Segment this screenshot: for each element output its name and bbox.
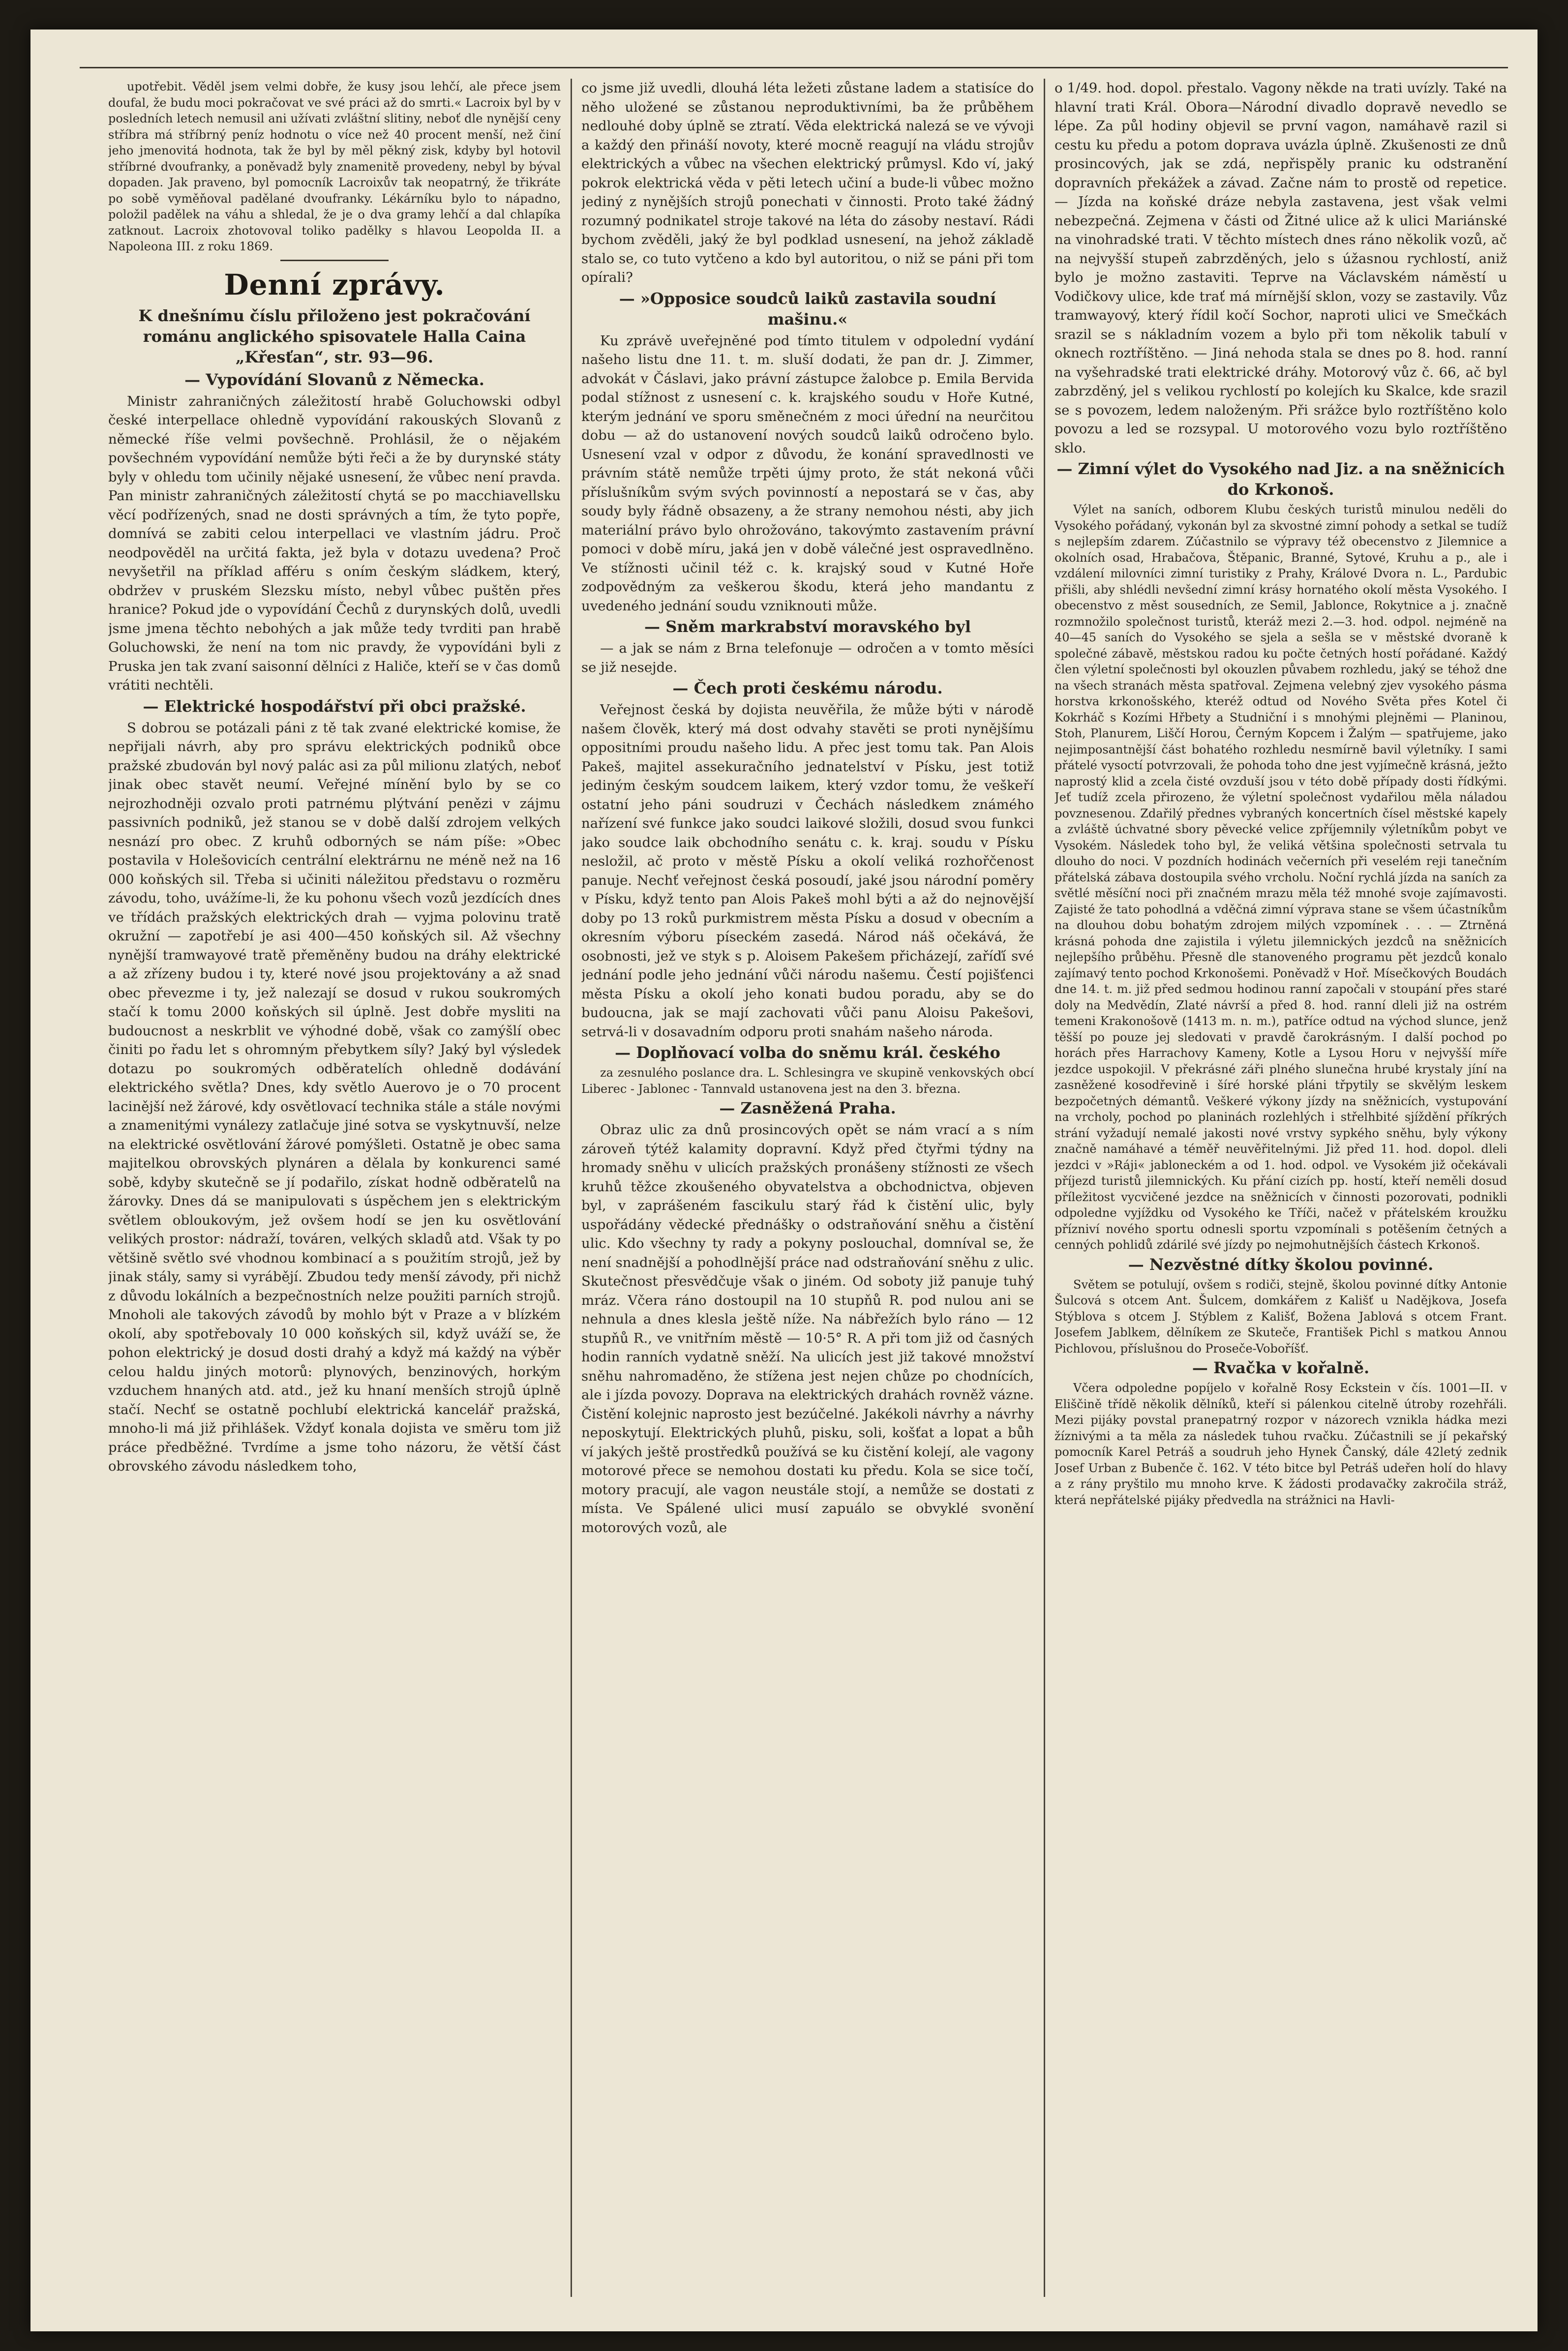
- article-snem: — a jak se nám z Brna telefonuje — odročen a v tomto měsíci se již nesejde.: [581, 640, 1034, 675]
- article-vylet: Výlet na saních, odborem Klubu českých turistů minulou neděli do Vysokého pořádaný, vykonán byl za skvostné zimní pohody a setkal se tudíž s nejlepším zdarem. Zúčastnilo se výpravy též obecenstvo z Jilemnice a okolních osad, Hrabačova, Štěpanic, Branné, Sytové, Kruhu a p., ale i vzdálení milovníci zimní turistiky z Prahy, Králové Dvora n. L., Pardubic přišli, aby shlédli nevšední zimní krásy hornatého okolí města Vysokého. I obecenstvo z měst sousedních, ze Semil, Jablonce, Rokytnice a j. značně rozmnožilo společnost turistů, kteráž mezi 2.—3. hod. odpol. nejméně na 40—45 saních do Vysokého se sjela a sešla se v městské dvoraně k společné zábavě, městskou radou ku počte četných hostí pořádané. Každý člen výletní společnosti byl okouzlen půvabem rozhledu, jaký se téhož dne na všech stranách města spatřoval. Zejmena velebný zjev vysokého pásma horstva krkonošského, kteréž odtud od Nového Světa přes Kotel či Kokrháč s Kozími Hřbety a Studniční i s mnohými plejněmi — Planinou, Stoh, Planurem, Liščí Horou, Černým Kopcem i Žalým — spatřujeme, jako nejimposantnější část bohatého rozhledu nesmírně bavil výletníky. I sami přátelé vysoctí potvrzovali, že pohoda toho dne jest vyjímečně krásná, ježto naprostý klid a zcela čisté ovzduší jsou v této době případy dosti řídkými. Jeť tudíž zcela přirozeno, že výletní společnost vydařilou měla náladou povznesenou. Zdařilý přednes vybraných koncertních čísel městské kapely a zvláště úchvatné sbory pěvecké velice zpříjemnily výletníkům pobyt ve Vysokém. Následek toho byl, že veliká většina společnosti setrvala tu dlouho do noci. V pozdních hodinách večerních při veselém reji tanečním přátelská zábava dostoupila svého vrcholu. Noční rychlá jízda na saních za světlé měsíční noci při značném mrazu měla též mnohé svoje zajímavosti. Zajisté že tato pohodlná a vděčná zimní výprava stane se všem účastníkům na dlouhou dobu bohatým zdrojem milých vzpomínek . . . — Ztrněná krásná pohoda dne zajistila i výletu jilemnických jezdců na sněžnicích nejlepšího průběhu. Přesně dle stanoveného programu pět jezdců konalo zajímavý tento pochod Krkonošemi. Poněvadž v Hoř. Mísečkových Boudách dne 14. t. m. již před sedmou hodinou ranní započali v stoupání přes staré doly na Medvědín, Zlaté návrší a před 8. hod. ranní dleli již na ostrém temeni Krakonošově (1413 m. n. m.), patříce odtud na východ slunce, jenž těšší po pouze jej sledovati v pravdě čarokrásným. I další pochod po horách přes Harrachovy Kameny, Kotle a Lysou Horu v nejvyšší míře jezdce uspokojil. V překrásné záři plného slunečna hrubé krystaly jíní na zasněžené kosodřevině i šíré horské pláni třpytily se skvělým leskem bezpočetných démantů. Veškeré výkony jízdy na sněžnicích, vystupování na vrcholy, pochod po planinách rozlehlých i střelhbité sjíždění příkrých strání vyžadují nemalé jakosti nové vrstvy sypkého sněhu, byly výkony značně namáhavé a téměř neuvěřitelnými. Již před 11. hod. dopol. dleli jezdci v »Ráji« jabloneckém a od 1. hod. odpol. ve Vysokém již očekávali příjezd turistů jilemnických. Ku přání cizích pp. hostí, kteří neměli dosud příležitost vycvičené jezdce na sněžnicích v činnosti pozorovati, podnikli odpoledne vyjíždku od Vysokého ke Tříči, načež v přátelském kroužku přízniví novéhо sportu odnesli sportu vzpomínali s potěšením četných a cenných pohlidů zdárilé své jízdy po nejmohutnějších částech Krkonoš.: [1055, 503, 1507, 1252]
- article-vypovidani: Ministr zahraničných záležitostí hrabě Goluchowski odbyl české interpellace ohledně vypovídání rakouských Slovanů z německé říše velmi povšechně. Prohlásil, že o nějakém povšechném vypovídání nemůže býti řeči a že by durynské státy byly v ohledu tom učinily nějaké usnesení, že vůbec není pravda. Pan ministr zahraničných záležitostí chytá se po macchiavellsku věcí podřízených, snad ne dosti správných a tím, že tyto popře, domnívá se zabiti celou interpellaci ve vlastním jádru. Proč neodpověděl na určitá fakta, jež byla v dotazu uvedena? Proč nevyšetřil na příklad afféru s oním českým sládkem, který, obdržev v pruském Slezsku místo, nebyl vůbec puštěn přes hranice? Pokud jde o vypovídání Čechů z durynských dolů, uvedli jsme jmena těchto nebohých a jak může tedy tvrditi pan hrabě Goluchowski, že není na tom nic pravdy, že vypovídáni byli z Pruska jen tak zvaní saisonní dělníci z Haliče, kteří se v čas domů vrátiti nechtěli.: [108, 393, 561, 693]
- headline-cech: — Čech proti českému národu.: [672, 679, 943, 697]
- top-rule: [80, 67, 1508, 68]
- headline-rvacka: — Rvačka v kořalně.: [1192, 1358, 1370, 1377]
- article-continuation: upotřebit. Věděl jsem velmi dobře, že kusy jsou lehčí, ale přece jsem doufal, že budu moci pokračovat ve své práci až do smrti.« Lacroix byl by v posledních letech nemusil ani užívati zvláštní slitiny, neboť dle nynější ceny stříbra má stříbrný peníz hodnotu o více než 40 procent menší, než činí jeho jmenovitá hodnota, tak že byl by měl pěkný zisk, kdyby byl hotovil stříbrné dvoufranky, a poněvadž byly znamenitě provedeny, nebyl by býval dopaden. Jak praveno, byl pomocník Lacroixův tak neopatrný, že třikráte po sobě vyměňoval padělané dvoufranky. Lékárníku bylo to nápadno, položil padělek na váhu a shledal, že je o dva gramy lehčí a dal chlapíka zatknout. Lacroix zhotovoval toliko padělky s hlavou Leopolda II. a Napoleona III. z roku 1869.: [108, 80, 561, 253]
- headline-volba: — Doplňovací volba do sněmu král. českého: [615, 1043, 1000, 1062]
- article-elektricke-cont: co jsme již uvedli, dlouhá léta ležeti zůstane ladem a statisíce do něho uložené se zůstanou neproduktivními, ba že průběhem nedlouhé doby úplně se ztratí. Věda elektrická nalezá se ve vývoji a každý den přináší novoty, které mocně reagují na vládu strojův elektrických a vůbec na všechen elektrický průmysl. Kdo ví, jaký pokrok elektrická věda v pěti letech učiní a bude-li vůbec možno jediný z nynějších strojů ponechati v činnosti. Proto také žádný rozumný podnikatel stroje takové na léta do zásoby nestaví. Rádi bychom zvěděli, jaký že byl podklad usnesení, na jehož základě stalo se, co tuto vytčeno a kdo byl autoritou, o niž se páni při tom opírali?: [581, 80, 1034, 285]
- article-elektricke: S dobrou se potázali páni z tě tak zvané elektrické komise, že nepřijali návrh, aby pro správu elektrických podniků obce pražské zbudován byl nový palác asi za půl milionu zlatých, neboť jinak obec stavět neumí. Veřejné mínění bylo by se co nejrozhodněji ozvalo proti patrnému plýtvání penězi v zájmu passivních podniků, jež stanou se v době další zdrojem velkých nesnází pro obec. Z kruhů odborných se nám píše: »Obec postavila v Holešovicích centrální elektrárnu ne méně než na 16 000 koňských sil. Třeba si učiniti náležitou představu o rozměru závodu, toho, uvážíme-li, že ku pohonu všech vozů jezdících dnes ve třídách pražských elektrických drah — vyjma polovinu tratě okružní — zapotřebí je asi 400—450 koňských sil. Až všechny nynější tramwayové tratě přeměněny budou na dráhy elektrické a až zřízeny budou i ty, které nové jsou projektovány a až snad obec převezme i ty, jež nalezají se dosud v rukou soukromých stačí k tomu 2000 koňských sil úplně. Jest dobře mysliti na budoucnost a neskrblit ve výhodné době, však co zamýšlí obec činiti po řadu let s ohromným přebytkem síly? Jaký byl výsledek dotazu po soukromých odběratelích ohledně dodávání elektrického světla? Dnes, kdy světlo Auerovo je o 70 procent lacinější než žárové, kdy osvětlovací technika stále a stále novými a znamenitými vynálezy zatlačuje jiné sotva se vyskytnuvší, nelze na elektrické osvětlování žárové pomýšleti. Ostatně je obec sama majitelkou obrovských plynáren a dělala by konkurenci samé sobě, kdyby skutečně se jí podařilo, získat hodně odběratelů na žárovky. Dnes dá se manipulovati s úspěchem jen s elektrickým světlem obloukovým, jež ovšem hodí se jen ku osvětlování velikých prostor: nádraží, továren, velkých skladů atd. Však ty po většině světlo své vhodnou kombinací a s použitím strojů, jež by jinak stály, samy si vyrábějí. Zbudou tedy menší závody, při nichž z důvodu lokálních a bezpečnostních nelze použiti parních strojů. Mnoholi ale takových závodů by mohlo být v Praze a v blízkém okolí, aby spotřebovaly 10 000 koňských sil, když uváží se, že pohon elektrický je dosud dosti drahý a když má každý na výběr celou haldu jiných motorů: plynových, benzinových, horkým vzduchem hnaných atd. atd., jež ku hnaní menších strojů úplně stačí. Nechť se ostatně pochlubí elektrická kancelář pražská, mnoho-li má již přihlášek. Vždyť konala dojista ve směru tom již práce předběžné. Tvrdíme a jsme toho názoru, že větší část obrovského závodu následkem toho,: [108, 720, 561, 1474]
- newspaper-page: [30, 30, 1538, 2331]
- lead-notice: K dnešnímu číslu přiloženo jest pokračování románu anglického spisovatele Halla Caina „Křesťan“, str. 93—96.: [138, 306, 531, 366]
- column-3: [1055, 79, 1507, 2297]
- article-opposice: Ku zprávě uveřejněné pod tímto titulem v odpolední vydání našeho listu dne 11. t. m. sluší dodati, že pan dr. J. Zimmer, advokát v Čáslavi, jako právní zástupce žalobce p. Emila Bervida podal stížnost z usnesení c. k. krajského soudu v Hoře Kutné, kterým jednání ve sporu směnečném z moci úřední na neurčitou dobu — až do ustanovení nových soudců laiků odročeno bylo. Usnesení vzal v odpor z důvodu, že konání spravedlnosti ve právním státě nemůže trpěti újmy proto, že stát nekoná vůči příslušníkům svým svých povinností a nepostará se v čas, aby soudy byly řádně obsazeny, a že strany nemohou nésti, aby jich materiální právo bylo ohrožováno, takovýmto zastavením právní pomoci v době míru, jaká jen v době válečné jest ospravedlněno. Ve stížnosti učinil též c. k. krajský soud v Kutné Hoře zodpovědným za veškerou škodu, která jeho mandantu z uvedeného jednání soudu vzniknouti může.: [581, 332, 1034, 614]
- article-cech: Veřejnost česká by dojista neuvěřila, že může býti v národě našem člověk, který má dost odvahy stavěti se proti nynějšímu oppositními proudu našeho lidu. A přec jest tomu tak. Pan Alois Pakeš, majitel assekuračního jednatelství v Písku, jest totiž jediným českým soudcem laikem, který vzdor tomu, že veškeří ostatní jeho páni soudruzi v Čechách následkem známého nařízení své funkce jako soudci laikové složili, dosud svou funkci jako soudce laik obchodního senátu c. k. kraj. soudu v Písku nesložil, ač proto v městě Písku a okolí veliká rozhořčenost panuje. Nechť veřejnost česká posoudí, jaké jsou národní poměry v Písku, když tento pan Alois Pakeš mohl býti a až do nejnovější doby po 13 roků purkmistrem města Písku a dosud v obecním a okresním výboru píseckém zasedá. Národ náš očekává, že osobnosti, jež ve styk s p. Aloisem Pakešem přicházejí, zaříďí své jednání podle jeho jednání vůči národu našemu. Čestí pojišťenci města Písku a okolí jeho konati budou poradu, aby se do budoucna, jak se mají zachovati vůči panu Aloisu Pakešovi, setrvá-li v dosavadním odporu proti snahám našeho národa.: [581, 702, 1034, 1040]
- column-separator: [571, 79, 572, 2297]
- headline-ditky: — Nezvěstné dítky školou povinné.: [1128, 1255, 1434, 1274]
- divider: [280, 260, 389, 261]
- article-volba: za zesnulého poslance dra. L. Schlesingra ve skupině venkovských obcí Liberec - Jablonec - Tannvald ustanovena jest na den 3. března.: [581, 1066, 1034, 1096]
- article-praha: Obraz ulic za dnů prosincových opět se nám vrací a s ním zároveň týtéž kalamity dopravní. Když před čtyřmi týdny na hromady sněhu v ulicích pražských pronášeny stížnosti ze všech kruhů těžce zkoušeného obyvatelstva a obchodnictva, objeven byl, v zaprášeném fascikulu starý řád k čistění ulic, byly uspořádány vědecké přednášky o odstraňování sněhu a čistění ulic. Kdo všechny ty rady a pokyny poslouchal, domníval se, že není snadnější a pohodlnější práce nad odstraňování sněhu z ulic. Skutečnost přesvědčuje však o jiném. Od soboty již panuje tuhý mráz. Včera ráno dostoupil na 10 stupňů R. pod nulou ani se nehnula a dnes klesla ještě níže. Na nábřežích bylo ráno — 12 stupňů R., ve vnitřním městě — 10·5° R. A při tom již od časných hodin ranních vydatně sněží. Na ulicích jest již takové množství sněhu nahromaděno, že stížena jest nejen chůze po chodnících, ale i jízda povozy. Doprava na elektrických drahách rovněž vázne. Čistění kolejnic naprosto jest bezúčelné. Jakékoli návrhy a návrhy neposkytují. Elektrických pluhů, pisku, soli, košťat a lopat a bůh ví jakých ještě prostředků používá se ku čistění kolejí, ale vagony motorové přece se nemohou dostati ku předu. Kola se sice točí, motory pracují, ale vagon neustále stojí, a nemůže se dostati z místa. Ve Spálené ulici musí zapuálo se obvyklé svonění motorových vozů, ale: [581, 1122, 1034, 1536]
- headline-snem: — Sněm markrabství moravského byl: [644, 617, 971, 636]
- headline-elektricke: — Elektrické hospodářství při obci pražské.: [143, 696, 526, 716]
- column-2: [581, 79, 1034, 2297]
- article-rvacka: Včera odpoledne popíjelo v kořalně Rosy Eckstein v čís. 1001—II. v Eliščině třídě několik dělníků, kteří si pálenkou citelně útroby rozehřáli. Mezi pijáky povstal pranepatrný rozpor v názorech vznikla hádka mezi žíznivými a ta měla za následek tuhou rvačku. Zúčastnili se jí pekařský pomocník Karel Petráš a soudruh jeho Hynek Čanský, dále 42letý zednik Josef Urban z Bubenče č. 162. V této bitce byl Petráš udeřen holí do hlavy a z rány pryštilo mu mnoho krve. K žádosti prodavačky zakročila stráž, která nepřátelské pijáky předvedla na strážnici na Havli-: [1055, 1381, 1507, 1507]
- article-praha-cont: o 1/49. hod. dopol. přestalo. Vagony někde na trati uvízly. Také na hlavní trati Král. Obora—Národní divadlo dopravě nevedlo se lépe. Za půl hodiny objevil se první vagon, namáhavě razil si cestu ku předu a potom doprava uvázla úplně. Zkušenosti ze dnů prosincových, jak se zdá, nepřispěly pranic ku odstranění dopravních překážek a závad. Začne nám to prostě od repetice. — Jízda na koňské dráze nebyla zastavena, jest však velmi nebezpečná. Zejmena v části od Žitné ulice až k ulici Mariánské na vinohradské trati. V těchto místech dnes ráno několik vozů, ač na nejvyšší stupeň zabrzděných, jelo s úžasnou rychlostí, aniž bylo je možno zastaviti. Teprve na Václavském náměstí u Vodičkovy ulice, kde trať má mírnější sklon, vozy se zastavily. Vůz tramwayový, který řídil kočí Sochor, naproti ulici ve Smečkách srazil se s nákladním vozem a bylo při tom několik tabulí v oknech roztříštěno. — Jiná nehoda stala se dnes po 8. hod. ranní na vyšehradské trati elektrické dráhy. Motorový vůz č. 66, ač byl zabrzděný, jel s velikou rychlostí po kolejích ku Skalce, kde srazil se s povozem, ledem naloženým. Při srážce bylo roztříštěno kolo povozu a led se rozsypal. U motorového vozu bylo roztříštěno sklo.: [1055, 80, 1507, 456]
- headline-praha: — Zasněžená Praha.: [719, 1099, 896, 1117]
- headline-vypovidani: — Vypovídání Slovanů z Německa.: [184, 370, 484, 389]
- column-1: [108, 79, 561, 2297]
- section-title: Denní zprávy.: [224, 268, 445, 301]
- column-separator: [1044, 79, 1045, 2297]
- headline-opposice: — »Opposice soudců laiků zastavila soudní mašinu.«: [619, 289, 996, 329]
- headline-vylet: — Zimní výlet do Vysokého nad Jiz. a na sněžnicích do Krkonoš.: [1056, 459, 1505, 499]
- article-ditky: Světem se potulují, ovšem s rodiči, stejně, školou povinné dítky Antonie Šulcová s otcem Ant. Šulcem, domkářem z Kališť u Nadějkova, Josefa Stýblova s otcem J. Stýblem z Kališť, Božena Jablová s otcem Frant. Josefem Jablkem, dělníkem ze Skuteče, František Pichl s matkou Annou Pichlovou, příslušnou do Proseče-Voboříšť.: [1055, 1277, 1507, 1356]
